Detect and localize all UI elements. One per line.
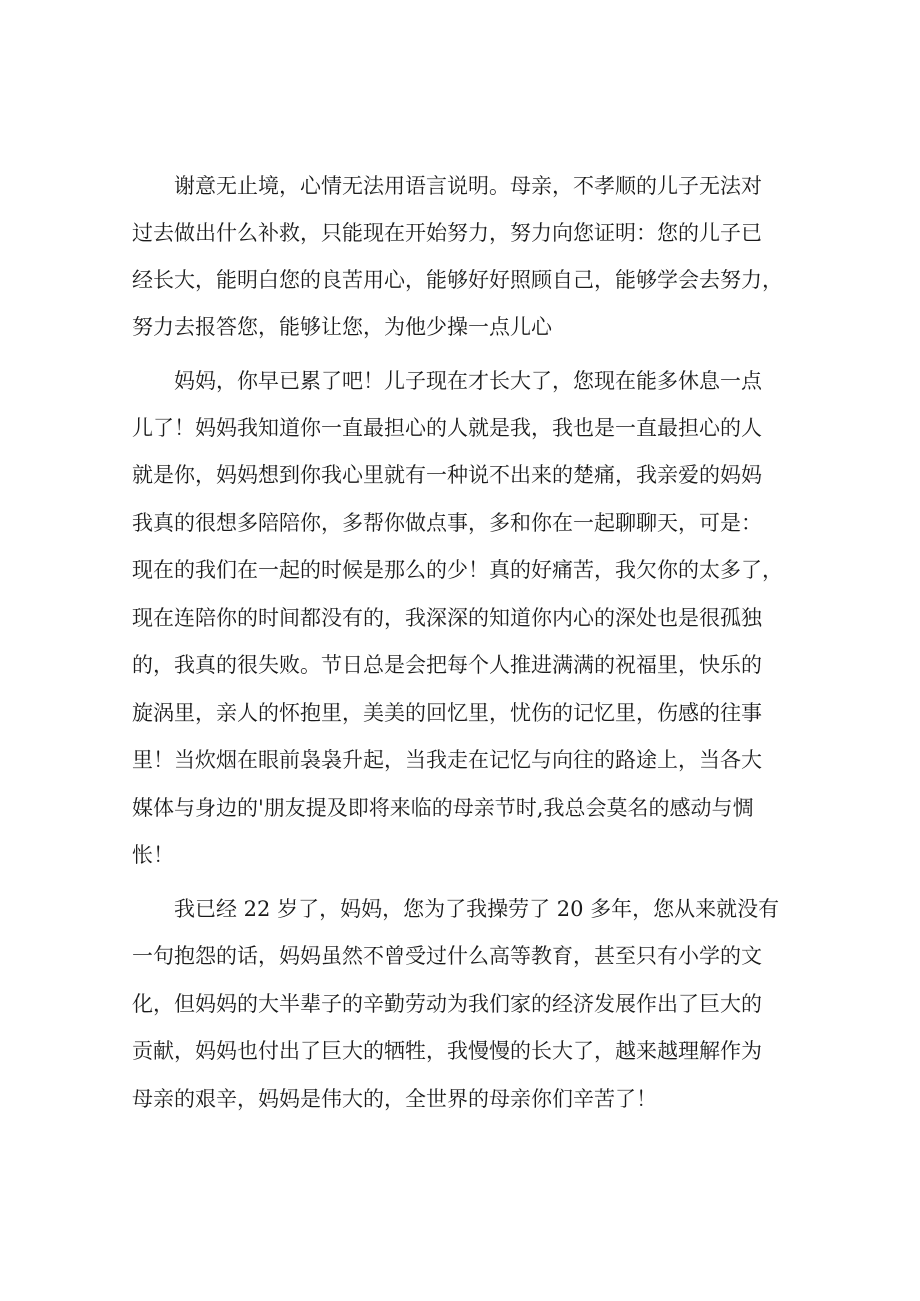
paragraph-line: 化，但妈妈的大半辈子的辛勤劳动为我们家的经济发展作出了巨大的 [132, 992, 762, 1016]
paragraph-line: 就是你，妈妈想到你我心里就有一种说不出来的楚痛，我亲爱的妈妈 [132, 463, 762, 487]
paragraph-line: 经长大，能明白您的良苦用心，能够好好照顾自己，能够学会去努力， [132, 268, 783, 292]
paragraph-line: 旋涡里，亲人的怀抱里，美美的回忆里，忧伤的记忆里，伤感的往事 [132, 701, 762, 725]
paragraph-line: 过去做出什么补救，只能现在开始努力，努力向您证明：您的儿子已 [132, 221, 762, 245]
paragraph-line: 怅！ [132, 843, 174, 867]
paragraph-line: 我真的很想多陪陪你，多帮你做点事，多和你在一起聊聊天，可是： [132, 511, 762, 535]
paragraph-line: 我已经 22 岁了，妈妈，您为了我操劳了 20 多年，您从来就没有 [174, 897, 780, 921]
paragraph-line: 现在连陪你的时间都没有的，我深深的知道你内心的深处也是很孤独 [132, 606, 762, 630]
paragraph-line: 谢意无止境，心情无法用语言说明。母亲，不孝顺的儿子无法对 [174, 174, 762, 198]
paragraph-line: 妈妈，你早已累了吧！儿子现在才长大了，您现在能多休息一点 [174, 369, 762, 393]
paragraph-line: 努力去报答您，能够让您，为他少操一点儿心 [132, 315, 552, 339]
paragraph-line: 媒体与身边的'朋友提及即将来临的母亲节时,我总会莫名的感动与惆 [132, 796, 754, 820]
paragraph-line: 儿了！妈妈我知道你一直最担心的人就是我，我也是一直最担心的人 [132, 416, 762, 440]
paragraph-line: 现在的我们在一起的时候是那么的少！真的好痛苦，我欠你的太多了， [132, 558, 783, 582]
paragraph-line: 里！当炊烟在眼前袅袅升起，当我走在记忆与向往的路途上，当各大 [132, 748, 762, 772]
paragraph-line: 一句抱怨的话，妈妈虽然不曾受过什么高等教育，甚至只有小学的文 [132, 944, 762, 968]
paragraph-line: 母亲的艰辛，妈妈是伟大的，全世界的母亲你们辛苦了！ [132, 1087, 657, 1111]
paragraph-line: 贡献，妈妈也付出了巨大的牺牲，我慢慢的长大了，越来越理解作为 [132, 1039, 762, 1063]
paragraph-line: 的，我真的很失败。节日总是会把每个人推进满满的祝福里，快乐的 [132, 653, 762, 677]
